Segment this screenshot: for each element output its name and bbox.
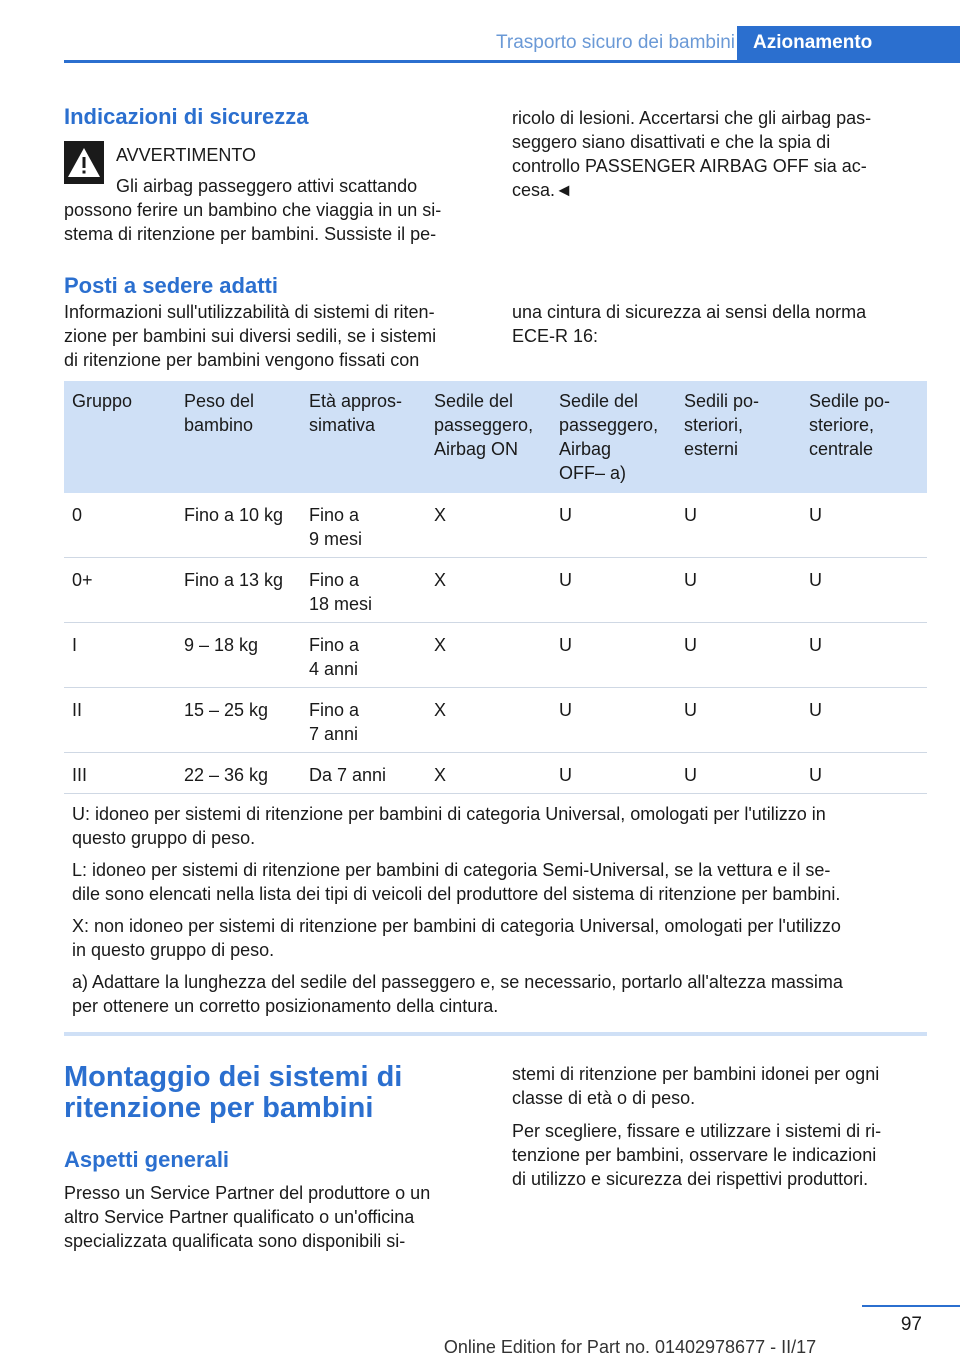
table-row — [64, 493, 927, 558]
warning-text-line: stema di ritenzione per bambini. Sussiste il pe- — [64, 224, 437, 244]
table-cell: 22 – 36 kg — [176, 753, 301, 794]
warning-text-line: ricolo di lesioni. Accertarsi che gli airbag pas- — [512, 108, 872, 128]
table-cell: 9 – 18 kg — [176, 623, 301, 688]
table-cell: X — [426, 623, 551, 688]
warning-text-line: Gli airbag passeggero attivi scattando — [116, 176, 418, 196]
general-text-line: Per scegliere, fissare e utilizzare i sistemi di ri- — [512, 1121, 882, 1141]
note-a: a) Adattare la lunghezza del sedile del passeggero e, se necessario, portarlo all'altezza massima per ottenere un corretto posizionamento della cintura. — [72, 972, 843, 1016]
note-u: U: idoneo per sistemi di ritenzione per bambini di categoria Universal, omologati per l'utilizzo in questo gruppo di peso. — [72, 804, 826, 848]
seats-text-line: zione per bambini sui diversi sedili, se i sistemi — [64, 326, 437, 346]
table-cell: Da 7 anni — [301, 753, 426, 794]
table-cell: Fino a 4 anni — [301, 623, 426, 688]
table-cell: Fino a 10 kg — [176, 493, 301, 558]
table-cell: U — [551, 558, 676, 623]
general-text-line: classe di età o di peso. — [512, 1088, 696, 1108]
table-cell: Fino a 9 mesi — [301, 493, 426, 558]
warning-title: AVVERTIMENTO — [116, 145, 257, 165]
table-cell: X — [426, 688, 551, 753]
warning-text-line: controllo PASSENGER AIRBAG OFF sia ac- — [512, 156, 867, 176]
general-text-line: di utilizzo e sicurezza dei rispettivi produttori. — [512, 1169, 869, 1189]
column-header-rear-center: Sedile po- steriore, centrale — [801, 381, 927, 493]
seats-text-line: una cintura di sicurezza ai sensi della norma — [512, 302, 867, 322]
table-cell: U — [676, 558, 801, 623]
column-header-airbag-off: Sedile del passeggero, Airbag OFF– a) — [551, 381, 676, 493]
general-text-line: altro Service Partner qualificato o un'officina — [64, 1207, 415, 1227]
table-notes — [64, 794, 927, 1027]
warning-text-line: possono ferire un bambino che viaggia in un si- — [64, 200, 442, 220]
table-cell: Fino a 13 kg — [176, 558, 301, 623]
general-text-line: specializzata qualificata sono disponibili si- — [64, 1231, 406, 1251]
table-cell: Fino a 18 mesi — [301, 558, 426, 623]
table-row — [64, 753, 927, 794]
table-cell: U — [551, 753, 676, 794]
table-row — [64, 623, 927, 688]
table-cell: U — [676, 753, 801, 794]
note-x: X: non idoneo per sistemi di ritenzione per bambini di categoria Universal, omologati per l'utilizzo in questo gruppo di peso. — [72, 916, 841, 960]
child-seat-suitability-table — [64, 381, 927, 1026]
general-text-line: tenzione per bambini, osservare le indicazioni — [512, 1145, 877, 1165]
column-header-eta: Età appros- simativa — [301, 381, 426, 493]
table-cell: 0+ — [64, 558, 176, 623]
seats-heading: Posti a sedere adatti — [64, 273, 278, 298]
table-cell: X — [426, 493, 551, 558]
mounting-title: Montaggio dei sistemi di ritenzione per bambini — [64, 1061, 403, 1124]
table-cell: II — [64, 688, 176, 753]
header-section-title: Trasporto sicuro dei bambini — [495, 32, 735, 53]
general-text-line: Presso un Service Partner del produttore o un — [64, 1183, 431, 1203]
table-cell: III — [64, 753, 176, 794]
header-divider — [64, 60, 960, 63]
table-cell: U — [676, 688, 801, 753]
table-cell: U — [676, 493, 801, 558]
table-bottom-rule — [64, 1032, 927, 1036]
table-cell: U — [551, 493, 676, 558]
column-header-gruppo: Gruppo — [64, 381, 176, 493]
page-number: 97 — [900, 1314, 922, 1335]
safety-heading: Indicazioni di sicurezza — [64, 104, 309, 129]
table-cell: U — [801, 493, 927, 558]
table-cell: X — [426, 558, 551, 623]
warning-text-line: cesa.◄ — [512, 180, 573, 200]
note-l: L: idoneo per sistemi di ritenzione per bambini di categoria Semi-Universal, se la vettura e il se- dile sono elencati nella lista dei tipi di veicoli del produttore del sistema di ritenzione per bambini. — [72, 860, 841, 904]
table-cell: U — [801, 753, 927, 794]
table-cell: Fino a 7 anni — [301, 688, 426, 753]
table-cell: I — [64, 623, 176, 688]
table-cell: U — [801, 688, 927, 753]
column-header-rear-outer: Sedili po- steriori, esterni — [676, 381, 801, 493]
general-text-line: stemi di ritenzione per bambini idonei per ogni — [512, 1064, 880, 1084]
edition-footer: Online Edition for Part no. 01402978677 - II/17 — [443, 1337, 817, 1357]
seats-text-line: di ritenzione per bambini vengono fissati con — [64, 350, 420, 370]
table-row — [64, 688, 927, 753]
table-cell: U — [676, 623, 801, 688]
warning-text-line: seggero siano disattivati e che la spia di — [512, 132, 831, 152]
table-cell: U — [801, 558, 927, 623]
seats-text-line: Informazioni sull'utilizzabilità di sistemi di riten- — [64, 302, 435, 322]
table-cell: U — [801, 623, 927, 688]
warning-triangle-icon — [64, 141, 104, 184]
table-cell: X — [426, 753, 551, 794]
table-cell: U — [551, 688, 676, 753]
table-cell: 15 – 25 kg — [176, 688, 301, 753]
table-notes-row — [64, 794, 927, 1027]
table-cell: U — [551, 623, 676, 688]
header-chapter-tab: Azionamento — [737, 26, 960, 60]
table-header-row — [64, 381, 927, 493]
column-header-airbag-on: Sedile del passeggero, Airbag ON — [426, 381, 551, 493]
column-header-peso: Peso del bambino — [176, 381, 301, 493]
seats-text-line: ECE-R 16: — [512, 326, 599, 346]
general-heading: Aspetti generali — [64, 1147, 230, 1172]
table-row — [64, 558, 927, 623]
table-cell: 0 — [64, 493, 176, 558]
page-number-rule — [862, 1305, 960, 1307]
